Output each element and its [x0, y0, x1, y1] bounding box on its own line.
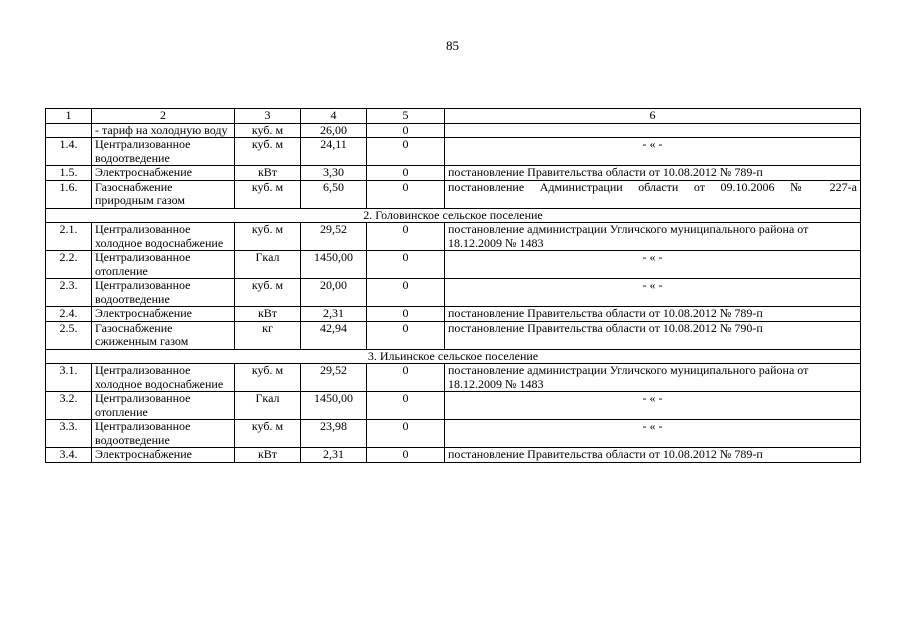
value-cell: 42,94 — [301, 321, 367, 349]
row-number: 3.3. — [46, 420, 92, 448]
table-row — [46, 138, 861, 166]
basis-cell: постановление Администрации области от 09.10.2006 № 227-а — [445, 180, 861, 208]
table-row — [46, 364, 861, 392]
value-cell: 2,31 — [301, 448, 367, 463]
row-number: 2.4. — [46, 307, 92, 322]
unit-cell: куб. м — [235, 420, 301, 448]
tariff-table-body — [46, 109, 861, 463]
row-number — [46, 123, 92, 138]
basis-cell: - « - — [445, 392, 861, 420]
table-row — [46, 223, 861, 251]
unit-cell: куб. м — [235, 123, 301, 138]
value-cell: 26,00 — [301, 123, 367, 138]
row-number: 3.1. — [46, 364, 92, 392]
value-cell: 2,31 — [301, 307, 367, 322]
table-row — [46, 307, 861, 322]
unit-cell: Гкал — [235, 251, 301, 279]
page-number: 85 — [446, 38, 459, 53]
table-row — [46, 123, 861, 138]
row-number: 1.4. — [46, 138, 92, 166]
section-title: 3. Ильинское сельское поселение — [46, 349, 861, 364]
col5-cell: 0 — [367, 166, 445, 181]
unit-cell: Гкал — [235, 392, 301, 420]
table-header-row — [46, 109, 861, 124]
col5-cell: 0 — [367, 448, 445, 463]
row-number: 2.2. — [46, 251, 92, 279]
unit-cell: куб. м — [235, 180, 301, 208]
service-name: Централизованное водоотведение — [92, 279, 235, 307]
service-name: Газоснабжение природным газом — [92, 180, 235, 208]
service-name: Централизованное отопление — [92, 392, 235, 420]
basis-cell: постановление Правительства области от 10.08.2012 № 789-п — [445, 166, 861, 181]
service-name: Централизованное холодное водоснабжение — [92, 364, 235, 392]
col5-cell: 0 — [367, 223, 445, 251]
section-row — [46, 349, 861, 364]
table-row — [46, 166, 861, 181]
row-number: 3.2. — [46, 392, 92, 420]
header-cell: 2 — [92, 109, 235, 124]
col5-cell: 0 — [367, 251, 445, 279]
row-number: 1.6. — [46, 180, 92, 208]
basis-cell — [445, 123, 861, 138]
basis-cell: - « - — [445, 251, 861, 279]
service-name: - тариф на холодную воду — [92, 123, 235, 138]
col5-cell: 0 — [367, 321, 445, 349]
row-number: 2.5. — [46, 321, 92, 349]
unit-cell: кг — [235, 321, 301, 349]
service-name: Централизованное холодное водоснабжение — [92, 223, 235, 251]
value-cell: 23,98 — [301, 420, 367, 448]
row-number: 2.3. — [46, 279, 92, 307]
table-row — [46, 448, 861, 463]
section-title: 2. Головинское сельское поселение — [46, 208, 861, 223]
header-cell: 5 — [367, 109, 445, 124]
header-cell: 6 — [445, 109, 861, 124]
value-cell: 1450,00 — [301, 251, 367, 279]
service-name: Электроснабжение — [92, 307, 235, 322]
table-row — [46, 420, 861, 448]
col5-cell: 0 — [367, 364, 445, 392]
table-row — [46, 251, 861, 279]
col5-cell: 0 — [367, 420, 445, 448]
basis-cell: постановление Правительства области от 10.08.2012 № 790-п — [445, 321, 861, 349]
service-name: Централизованное водоотведение — [92, 420, 235, 448]
header-cell: 3 — [235, 109, 301, 124]
header-cell: 4 — [301, 109, 367, 124]
col5-cell: 0 — [367, 279, 445, 307]
col5-cell: 0 — [367, 307, 445, 322]
basis-cell: - « - — [445, 138, 861, 166]
table-row — [46, 180, 861, 208]
basis-cell: - « - — [445, 279, 861, 307]
service-name: Электроснабжение — [92, 448, 235, 463]
value-cell: 6,50 — [301, 180, 367, 208]
col5-cell: 0 — [367, 392, 445, 420]
table-row — [46, 392, 861, 420]
basis-cell: постановление Правительства области от 10.08.2012 № 789-п — [445, 448, 861, 463]
table-row — [46, 279, 861, 307]
basis-cell: - « - — [445, 420, 861, 448]
unit-cell: куб. м — [235, 279, 301, 307]
col5-cell: 0 — [367, 138, 445, 166]
tariff-table — [45, 108, 861, 463]
unit-cell: кВт — [235, 448, 301, 463]
row-number: 3.4. — [46, 448, 92, 463]
service-name: Централизованное отопление — [92, 251, 235, 279]
value-cell: 1450,00 — [301, 392, 367, 420]
value-cell: 3,30 — [301, 166, 367, 181]
value-cell: 29,52 — [301, 223, 367, 251]
service-name: Электроснабжение — [92, 166, 235, 181]
unit-cell: кВт — [235, 166, 301, 181]
value-cell: 29,52 — [301, 364, 367, 392]
header-cell: 1 — [46, 109, 92, 124]
col5-cell: 0 — [367, 180, 445, 208]
service-name: Централизованное водоотведение — [92, 138, 235, 166]
basis-cell: постановление администрации Угличского муниципального района от 18.12.2009 № 1483 — [445, 364, 861, 392]
unit-cell: куб. м — [235, 364, 301, 392]
value-cell: 20,00 — [301, 279, 367, 307]
section-row — [46, 208, 861, 223]
table-row — [46, 321, 861, 349]
row-number: 2.1. — [46, 223, 92, 251]
basis-cell: постановление администрации Угличского муниципального района от 18.12.2009 № 1483 — [445, 223, 861, 251]
unit-cell: кВт — [235, 307, 301, 322]
row-number: 1.5. — [46, 166, 92, 181]
col5-cell: 0 — [367, 123, 445, 138]
unit-cell: куб. м — [235, 138, 301, 166]
value-cell: 24,11 — [301, 138, 367, 166]
basis-cell: постановление Правительства области от 10.08.2012 № 789-п — [445, 307, 861, 322]
service-name: Газоснабжение сжиженным газом — [92, 321, 235, 349]
unit-cell: куб. м — [235, 223, 301, 251]
